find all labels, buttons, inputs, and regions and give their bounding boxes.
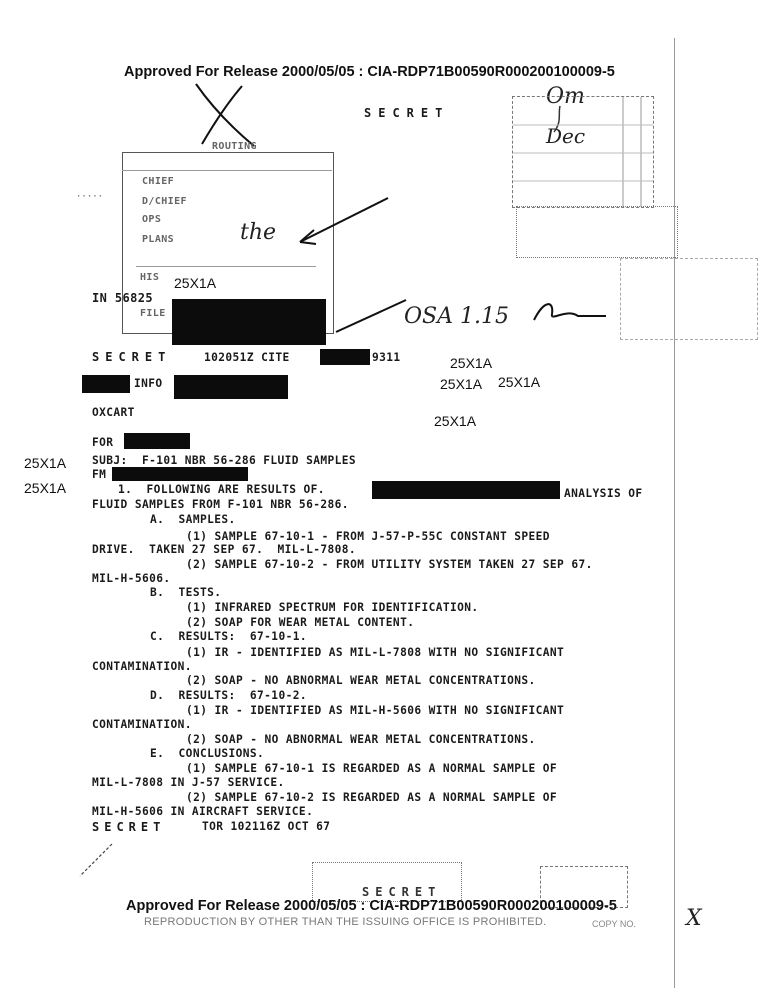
body-line: MIL-L-7808 IN J-57 SERVICE.	[92, 776, 285, 789]
body-line: MIL-H-5606.	[92, 572, 171, 585]
end-tor: TOR 102116Z OCT 67	[202, 820, 331, 833]
reproduction-notice: REPRODUCTION BY OTHER THAN THE ISSUING OFFICE IS PROHIBITED.	[144, 916, 547, 928]
redaction-block	[124, 433, 190, 449]
body-line: (2) SOAP - NO ABNORMAL WEAR METAL CONCENTRATIONS.	[186, 733, 536, 746]
redaction-block	[112, 467, 248, 481]
handwritten-om: Om	[546, 84, 585, 109]
signature-scribble-icon	[530, 296, 610, 326]
body-line: C. RESULTS: 67-10-1.	[150, 630, 307, 643]
routing-item-file: FILE	[140, 308, 166, 319]
handwritten-osa: OSA 1.15	[404, 304, 509, 329]
body-line: (2) SAMPLE 67-10-2 IS REGARDED AS A NORMAL SAMPLE OF	[186, 791, 558, 804]
margin-mark: X	[686, 906, 702, 931]
routing-item-ops: OPS	[142, 214, 162, 225]
cable-cite: 9311	[372, 351, 401, 364]
routing-divider-2	[136, 266, 316, 267]
redaction-block	[320, 349, 370, 365]
exemption-tag: 25X1A	[24, 455, 67, 471]
para-1-start: 1. FOLLOWING ARE RESULTS OF.	[118, 483, 325, 496]
body-line: (1) INFRARED SPECTRUM FOR IDENTIFICATION.	[186, 601, 479, 614]
redaction-block	[174, 375, 288, 399]
body-line: FLUID SAMPLES FROM F-101 NBR 56-286.	[92, 498, 349, 511]
slash-mark-icon	[330, 296, 410, 336]
body-line: (1) SAMPLE 67-10-1 - FROM J-57-P-55C CONSTANT SPEED	[186, 530, 550, 543]
for-label: FOR	[92, 436, 114, 449]
routing-label: ROUTING	[212, 141, 257, 152]
body-line: (2) SAMPLE 67-10-2 - FROM UTILITY SYSTEM TAKEN 27 SEP 67.	[186, 558, 593, 571]
exemption-tag: 25X1A	[434, 413, 477, 429]
body-line: (2) SOAP FOR WEAR METAL CONTENT.	[186, 616, 415, 629]
exemption-tag: 25X1A	[440, 376, 483, 392]
margin-faint-1: ·····	[76, 192, 104, 202]
in-number: IN 56825	[92, 291, 153, 305]
para-1-end: ANALYSIS OF	[564, 487, 643, 500]
release-banner-top: Approved For Release 2000/05/05 : CIA-RDP71B00590R000200100009-5	[124, 64, 615, 80]
routing-item-dchief: D/CHIEF	[142, 196, 187, 207]
body-line: (1) IR - IDENTIFIED AS MIL-H-5606 WITH NO SIGNIFICANT	[186, 704, 565, 717]
info-label: INFO	[134, 377, 163, 390]
distribution-stamp	[512, 96, 654, 208]
redaction-block	[372, 481, 560, 499]
body-line: B. TESTS.	[150, 586, 222, 599]
exemption-tag: 25X1A	[450, 355, 493, 371]
routing-divider	[122, 170, 332, 171]
exemption-tag: 25X1A	[174, 275, 217, 291]
handwritten-x-mark-icon	[190, 80, 260, 150]
body-line: CONTAMINATION.	[92, 718, 192, 731]
release-banner-bottom: Approved For Release 2000/05/05 : CIA-RDP71B00590R000200100009-5	[126, 898, 617, 914]
header-classification: SECRET	[364, 106, 450, 120]
body-line: D. RESULTS: 67-10-2.	[150, 689, 307, 702]
body-line: MIL-H-5606 IN AIRCRAFT SERVICE.	[92, 805, 314, 818]
redaction-block	[82, 375, 130, 393]
body-line: (2) SOAP - NO ABNORMAL WEAR METAL CONCENTRATIONS.	[186, 674, 536, 687]
project-name: OXCART	[92, 406, 135, 419]
cable-classification: SECRET	[92, 350, 172, 364]
subject-line: SUBJ: F-101 NBR 56-286 FLUID SAMPLES	[92, 454, 357, 467]
body-line: CONTAMINATION.	[92, 660, 192, 673]
fm-label: FM	[92, 468, 107, 481]
handwritten-dec: Dec	[546, 124, 586, 148]
routing-item-chief: CHIEF	[142, 176, 175, 187]
routing-item-plans: PLANS	[142, 234, 175, 245]
arrow-mark-icon	[292, 194, 392, 254]
redaction-block	[172, 299, 326, 345]
exemption-tag: 25X1A	[498, 374, 541, 390]
routing-item-his: HIS	[140, 272, 160, 283]
right-side-stamp	[620, 258, 758, 340]
body-line: DRIVE. TAKEN 27 SEP 67. MIL-L-7808.	[92, 543, 357, 556]
distribution-stamp-lower	[516, 206, 678, 258]
exemption-tag: 25X1A	[24, 480, 67, 496]
copy-number-label: COPY NO.	[592, 919, 636, 929]
cable-dtg: 102051Z CITE	[204, 351, 290, 364]
right-margin-line	[674, 38, 675, 988]
body-line: E. CONCLUSIONS.	[150, 747, 265, 760]
body-line: (1) IR - IDENTIFIED AS MIL-L-7808 WITH NO SIGNIFICANT	[186, 646, 565, 659]
handwritten-initials: the	[240, 220, 277, 245]
footer-classification: SECRET	[362, 885, 442, 899]
pen-stroke-icon	[76, 840, 116, 880]
body-line: (1) SAMPLE 67-10-1 IS REGARDED AS A NORMAL SAMPLE OF	[186, 762, 558, 775]
end-classification: SECRET	[92, 820, 166, 834]
distribution-grid-icon	[513, 97, 653, 207]
body-line: A. SAMPLES.	[150, 513, 236, 526]
